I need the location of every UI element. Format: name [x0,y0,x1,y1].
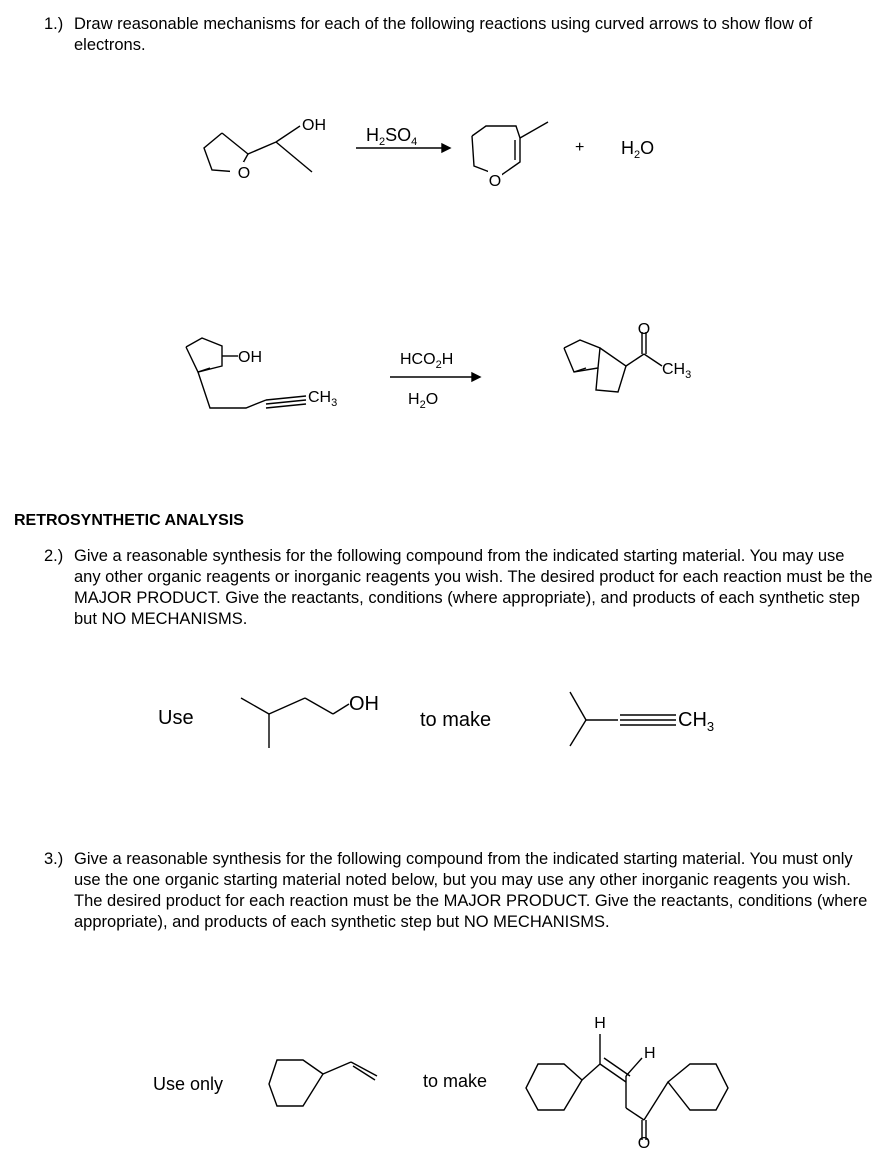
bond [248,142,276,154]
question-2 [44,546,874,630]
starting-allylcyclohexane [265,1052,385,1116]
bond [644,354,662,366]
cyclohexane-ring [269,1060,323,1106]
methyl-bond [520,122,548,138]
question-3-text: Give a reasonable synthesis for the following compound from the indicated starting material. You must only use the one organic starting material noted below, but you may use any other inorganic reagents you wish. The desired product for each reaction must be the MAJOR PRODUCT. Give the reactants, conditions (where appropriate), and products of each synthetic step but NO MECHANISMS. [74,850,868,931]
plus-sign: + [575,139,585,156]
to-make-label: to make [420,709,492,731]
reagent-h2so4: $H_2SO_4$ [366,125,418,148]
question-1-number: 1.) [44,15,64,33]
question-2-text: Give a reasonable synthesis for the following compound from the indicated starting material. You may use any other organic reagents or inorganic reagents you wish. The desired product for each reaction must be the MAJOR PRODUCT. Give the reactants, conditions (where appropriate), and products of each synthetic step but NO MECHANISMS. [74,547,873,628]
bond [626,1108,644,1120]
cyclopentene-ring [186,338,222,372]
bond [570,720,586,746]
chain [198,372,266,408]
ring-oxygen-label: O [237,165,251,182]
target-ch3-label: $CH_3$ [678,709,715,734]
bond [269,698,305,714]
question-3-number: 3.) [44,850,64,868]
product-oxygen-label: O [637,321,651,338]
alkyne [266,400,306,404]
target-alkyne [560,688,740,756]
oh-label: OH [238,349,262,366]
bond [333,704,349,714]
alkene [600,1064,626,1082]
product-ring-b [596,348,626,392]
product-ch3-label: $CH_3$ [662,361,692,381]
water-byproduct: $H_2O$ [621,138,655,161]
bond [570,692,586,720]
bond [323,1062,351,1074]
question-1-text: Draw reasonable mechanisms for each of the following reactions using curved arrows to show flow of electrons. [74,15,813,54]
alcohol-oh-label: OH [349,693,379,715]
bond [276,126,300,142]
left-cyclohexane [526,1064,582,1110]
product-oxygen-label: O [488,173,502,190]
bond [241,698,269,714]
reagent-water: $H_2O$ [408,391,439,411]
reagent-hco2h: $HCO_2H$ [400,351,454,371]
reaction-2 [180,320,720,420]
bond [644,1082,668,1120]
arrow-head [472,373,480,381]
vinyl-h-label: H [594,1015,606,1032]
bond [276,142,312,172]
use-label: Use [158,707,194,729]
reaction-1 [190,110,710,200]
h-bond [626,1058,642,1076]
product-ring-a [564,340,600,372]
alkene-h-label: H [644,1045,656,1062]
question-2-number: 2.) [44,547,64,565]
pyran-ring [472,126,520,176]
starting-alcohol [235,684,395,756]
alkyne [266,396,306,400]
bond [626,354,644,366]
bond [582,1064,600,1080]
to-make-label-3: to make [423,1071,488,1091]
right-cyclohexane [668,1064,728,1110]
question-3 [44,849,874,933]
alkyne [266,404,306,408]
ch3-label: $CH_3$ [308,389,338,409]
alkene [604,1058,630,1076]
use-only-label: Use only [153,1074,224,1094]
section-heading: RETROSYNTHETIC ANALYSIS [14,512,244,529]
arrow-head [442,144,450,152]
bond [305,698,333,714]
carbonyl-o-label: O [637,1135,651,1152]
vinyl-double [351,1062,377,1076]
hydroxyl-label: OH [302,117,326,134]
question-1 [44,14,864,56]
target-enone [520,1012,735,1152]
